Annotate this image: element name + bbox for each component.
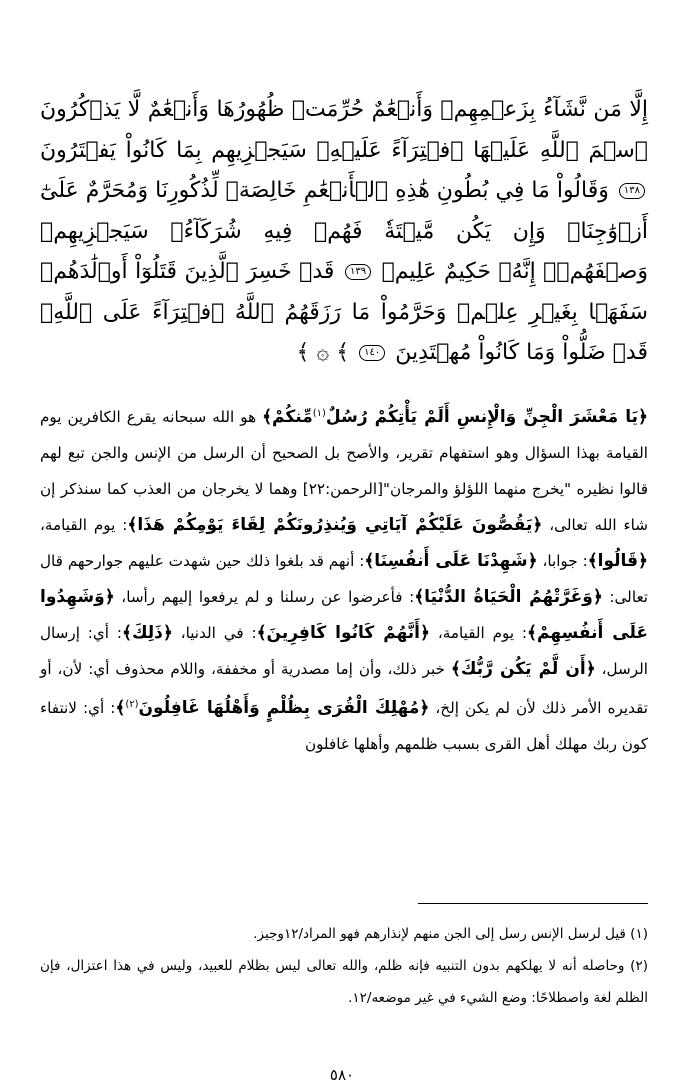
explanation-10: : أي: لانتفاء كون ربك مهلك أهل القرى بسبب ظلمهم وأهلها غافلون [40,699,648,754]
explanation-5: : فأعرضوا عن رسلنا و لم يرفعوا إليهم رأسا، [114,588,415,607]
quote-5: ﴿وَغَرَّتْهُمُ الْحَيَاةُ الدُّنْيَا﴾ [414,587,603,608]
quote-4: ﴿شَهِدْنَا عَلَى أَنفُسِنَا﴾ [364,551,538,572]
page-number: ٥٨٠ [329,1066,355,1084]
footnote-divider [418,903,648,904]
explanation-3: : جوابا، [537,552,588,571]
ayah-number-138: ١٣٨ [619,183,645,199]
footnote-2: (٢) وحاصله أنه لا يهلكهم بدون التنبيه فإنه ظلم، والله تعالى ليس بظلام للعبيد، وليس في هذا اعتزال، فإن الظلم لغة واصطلاحًا: وضع الشيء في غير موضعه/١٢. [40,958,648,1006]
quote-9: ﴿أَن لَّمْ يَكُن رَّبُّكَ﴾ [450,659,596,680]
footnotes [40,918,648,1014]
quote-6: ﴿وَشَهِدُوا عَلَى أَنفُسِهِمْ﴾ [40,587,648,644]
footnote-1: (١) قيل لرسل الإنس رسل إلى الجن منهم لإنذارهم فهو المراد/١٢وجيز. [253,926,648,942]
quote-10: ﴿مُهْلِكَ الْقُرَى بِظُلْمٍ وَأَهْلُهَا غَافِلُونَ [138,698,430,719]
explanation-4: : أنهم قد بلغوا ذلك حين شهدت عليهم جوارحهم قال تعالى: [40,552,648,607]
commentary-text [40,396,648,762]
footnote-ref-2: (٢) [125,699,139,711]
explanation-2: : يوم القيامة، [40,516,128,535]
quran-end-mark: ﴾ ۞ ﴾ [296,340,350,365]
explanation-9: خبر ذلك، وأن إما مصدرية أو مخففة، واللام محذوف أي: لأن، أو تقديره الأمر ذلك لأن لم يكن إلخ، [40,660,649,718]
quran-text [40,90,648,374]
quote-7: ﴿أَنَّهُمْ كَانُوا كَافِرِينَ﴾ [256,623,430,644]
quran-verse-138: إِلَّا مَن نَّشَآءُ بِزَعۡمِهِمۡ وَأَنۡعَٰمٌ حُرِّمَتۡ ظُهُورُهَا وَأَنۡعَٰمٌ لَّا يَذۡكُرُونَ ٱسۡمَ ٱللَّهِ عَلَيۡهَا ٱفۡتِرَآءً عَلَيۡهِۚ سَيَجۡزِيهِم بِمَا كَانُواْ يَفۡتَرُونَ [40,97,648,163]
explanation-1: هو الله سبحانه يقرع الكافرين يوم القيامة بهذا السؤال وهو استفهام تقرير، والأصح بل الصحيح أن الرسل من الإنس والجن تبع لهم قالوا نظيره "يخرج منهما اللؤلؤ والمرجان"[الرحمن:٢٢] وهما لا يخرجان من العذب كما سنذكر إن شاء الله تعالى، [40,408,648,535]
quran-verse-139: وَقَالُواْ مَا فِي بُطُونِ هَٰذِهِ ٱلۡأَنۡعَٰمِ خَالِصَةٞ لِّذُكُورِنَا وَمُحَرَّمٌ عَلَىٰٓ أَزۡوَٰجِنَاۖ وَإِن يَكُن مَّيۡتَةٗ فَهُمۡ فِيهِ شُرَكَآءُۚ سَيَجۡزِيهِمۡ وَصۡفَهُمۡۚ إِنَّهُۥ حَكِيمٌ عَلِيمٞ [40,178,649,284]
ayah-number-140: ١٤٠ [359,345,385,361]
quote-8: ﴿ذَلِكَ﴾ [121,623,173,644]
explanation-7: : في الدنيا، [172,624,257,643]
explanation-6: : يوم القيامة، [429,624,528,643]
quote-2: ﴿يَقُصُّونَ عَلَيْكُمْ آيَاتِي وَيُنذِرُونَكُمْ لِقَاءَ يَوْمِكُمْ هَذَا﴾ [127,515,543,536]
quote-1b: مِّنكُمْ﴾ [262,407,313,428]
explanation-8: : أي: إرسال الرسل، [40,624,649,679]
ayah-number-139: ١٣٩ [345,264,371,280]
quote-10b: ﴾ [115,698,126,719]
quote-3: ﴿قَالُوا﴾ [587,551,648,572]
quote-1: ﴿يَا مَعْشَرَ الْجِنِّ وَالْإِنسِ أَلَمْ يَأْتِكُمْ رُسُلٌ [325,407,648,428]
quran-verse-140: قَدۡ خَسِرَ ٱلَّذِينَ قَتَلُوٓاْ أَوۡلَٰدَهُمۡ سَفَهَۢا بِغَيۡرِ عِلۡمٖ وَحَرَّمُواْ مَا رَزَقَهُمُ ٱللَّهُ ٱفۡتِرَآءً عَلَى ٱللَّهِۚ قَدۡ ضَلُّواْ وَمَا كَانُواْ مُهۡتَدِينَ [40,259,648,365]
footnote-ref-1: (١) [312,408,326,419]
